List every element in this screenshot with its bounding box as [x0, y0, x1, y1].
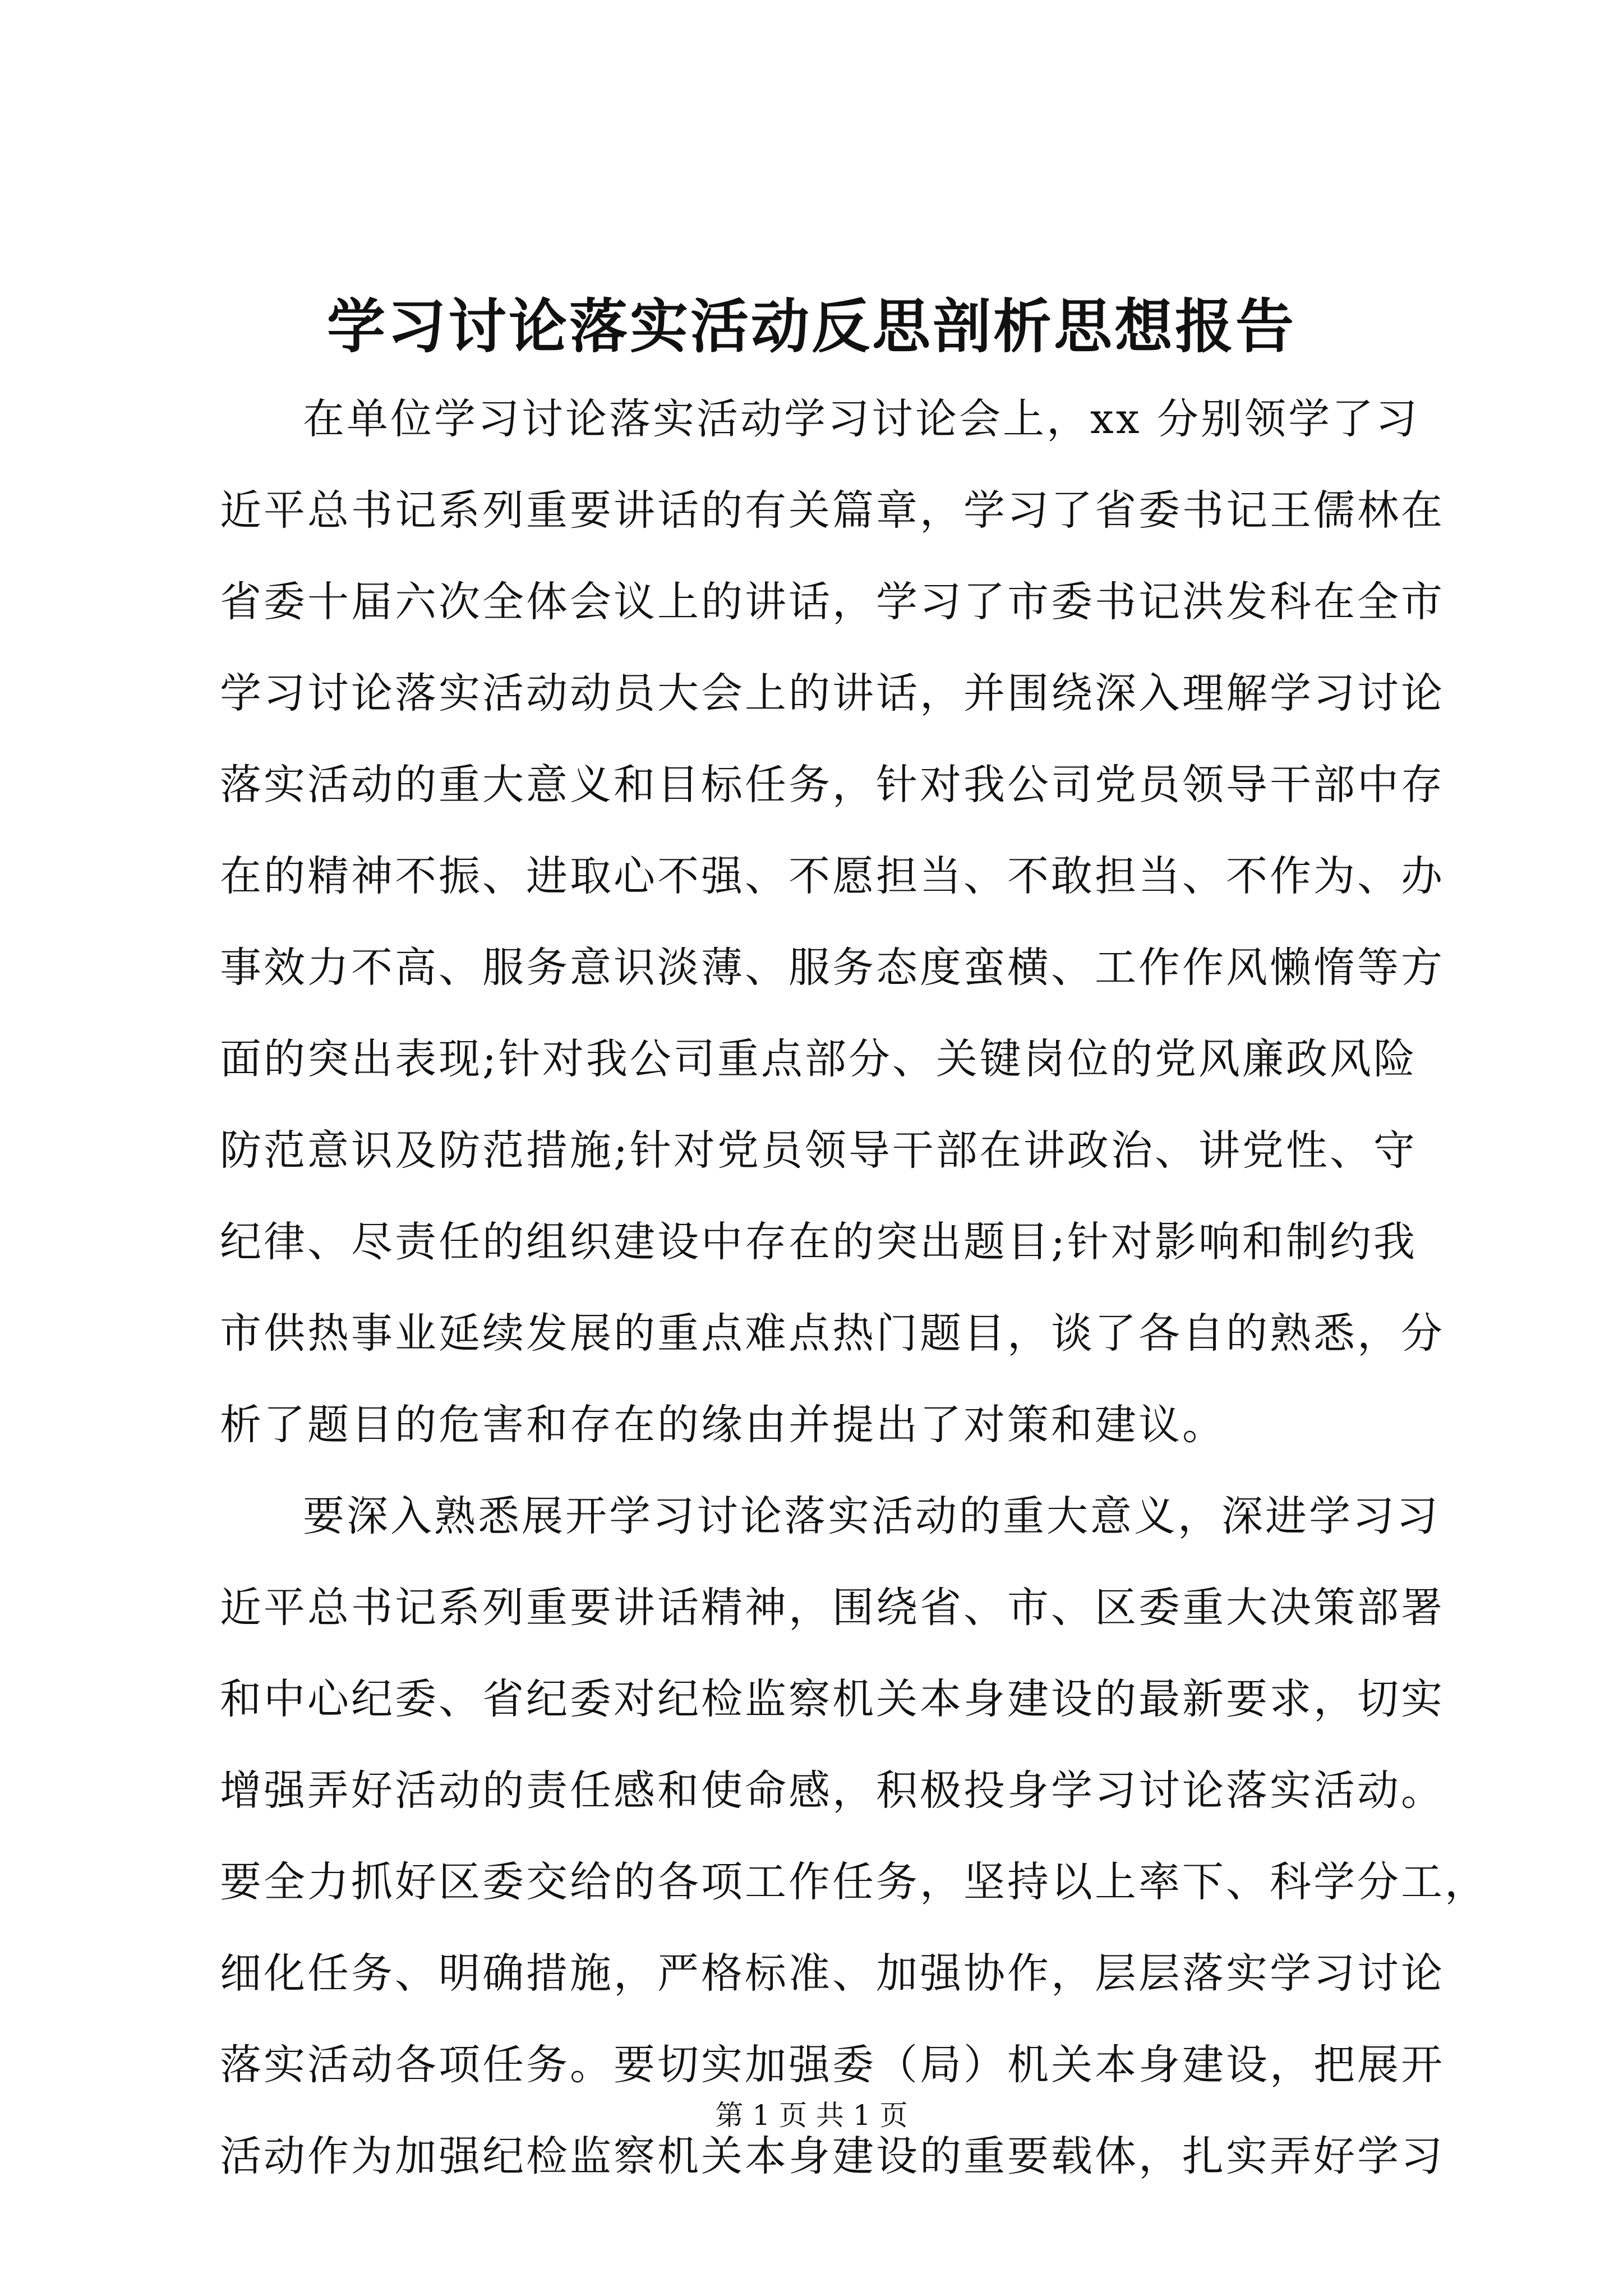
- text-line: 和中心纪委、省纪委对纪检监察机关本身建设的最新要求，切实: [220, 1675, 1445, 1723]
- text-line: 细化任务、明确措施，严格标准、加强协作，层层落实学习讨论: [220, 1949, 1445, 1998]
- text-line: 落实活动各项任务。要切实加强委（局）机关本身建设，把展开: [220, 2041, 1445, 2089]
- text-line: 在单位学习讨论落实活动学习讨论会上，xx 分别领学了习: [303, 395, 1419, 443]
- text-line: 要深入熟悉展开学习讨论落实活动的重大意义，深进学习习: [303, 1492, 1440, 1540]
- text-line: 学习讨论落实活动动员大会上的讲话，并围绕深入理解学习讨论: [220, 669, 1445, 717]
- text-line: 增强弄好活动的责任感和使命感，积极投身学习讨论落实活动。: [220, 1766, 1445, 1815]
- text-line: 近平总书记系列重要讲话的有关篇章，学习了省委书记王儒林在: [220, 486, 1445, 535]
- text-line: 落实活动的重大意义和目标任务，针对我公司党员领导干部中存: [220, 761, 1445, 809]
- text-line: 在的精神不振、进取心不强、不愿担当、不敢担当、不作为、办: [220, 852, 1445, 900]
- text-line: 纪律、尽责任的组织建设中存在的突出题目;针对影响和制约我: [220, 1218, 1417, 1266]
- text-line: 析了题目的危害和存在的缘由并提出了对策和建议。: [220, 1401, 1226, 1449]
- page-title: 学习讨论落实活动反思剖析思想报告: [326, 292, 1296, 361]
- text-line: 近平总书记系列重要讲话精神，围绕省、市、区委重大决策部署: [220, 1584, 1445, 1632]
- text-line: 面的突出表现;针对我公司重点部分、关键岗位的党风廉政风险: [220, 1035, 1417, 1083]
- text-line: 市供热事业延续发展的重点难点热门题目，谈了各自的熟悉，分: [220, 1309, 1445, 1358]
- paragraph-1: [220, 377, 1445, 1474]
- text-line: 要全力抓好区委交给的各项工作任务，坚持以上率下、科学分工，: [220, 1858, 1488, 1906]
- page-number-footer: 第 1 页 共 1 页: [715, 2099, 908, 2132]
- text-line: 省委十届六次全体会议上的讲话，学习了市委书记洪发科在全市: [220, 578, 1445, 626]
- text-line: 活动作为加强纪检监察机关本身建设的重要载体，扎实弄好学习: [220, 2132, 1445, 2180]
- text-line: 事效力不高、服务意识淡薄、服务态度蛮横、工作作风懒惰等方: [220, 944, 1445, 992]
- document-body: [220, 377, 1488, 2206]
- text-line: 防范意识及防范措施;针对党员领导干部在讲政治、讲党性、守: [220, 1126, 1417, 1175]
